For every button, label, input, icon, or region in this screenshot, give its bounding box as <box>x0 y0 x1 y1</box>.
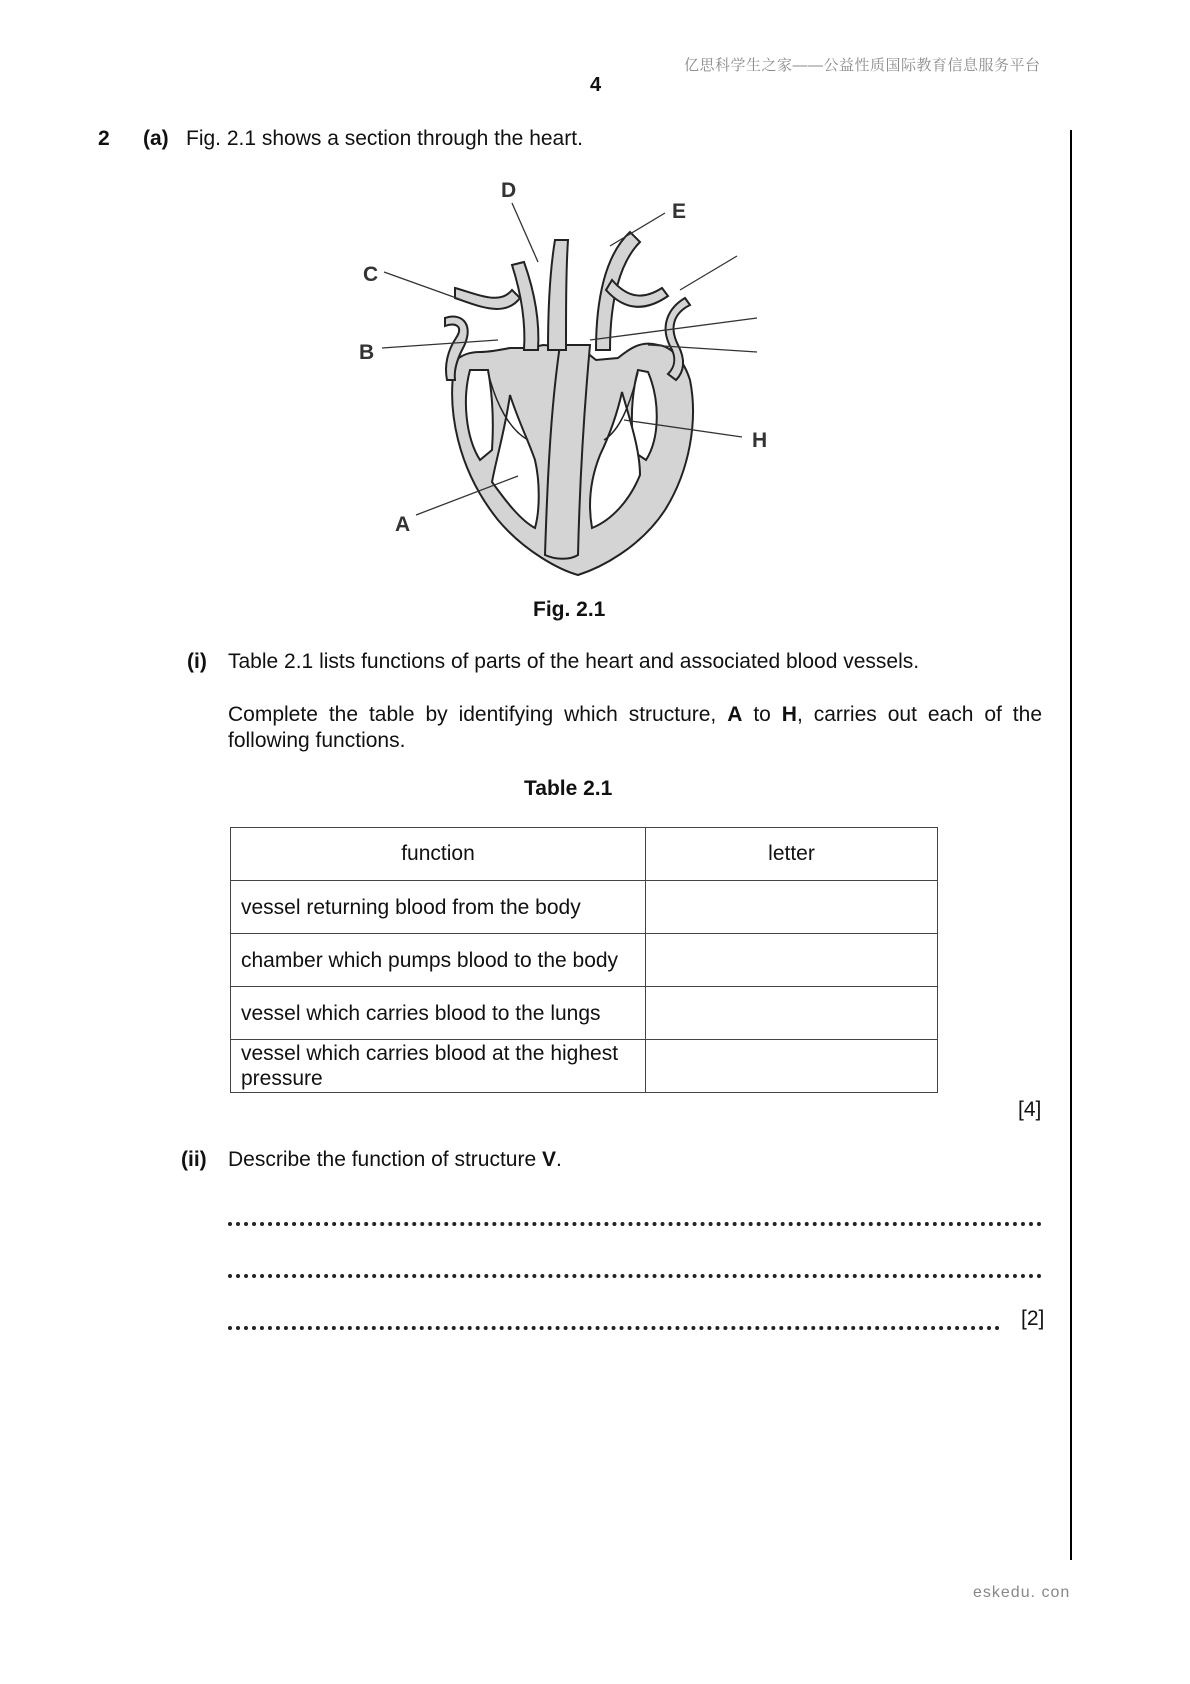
label-e: E <box>672 200 687 223</box>
header-function: function <box>231 828 646 881</box>
instruction-end: , carries out each of the following functions. <box>228 703 1042 752</box>
marks-part-i: [4] <box>1018 1098 1042 1121</box>
table-row <box>231 987 938 1040</box>
left-vessel-upper <box>455 288 520 309</box>
question-number: 2 <box>98 127 110 150</box>
leader-top-right <box>680 256 737 290</box>
page-number: 4 <box>590 74 602 96</box>
label-a: A <box>395 513 411 536</box>
answer-line[interactable] <box>228 1222 1042 1226</box>
part-ii-structure: V <box>542 1148 557 1171</box>
vena-cava <box>512 262 538 350</box>
right-vessel-upper <box>606 280 668 307</box>
heart-diagram <box>340 170 780 590</box>
instruction-to-word: to <box>742 703 782 726</box>
label-b: B <box>359 341 375 364</box>
letter-answer-cell[interactable] <box>646 987 938 1040</box>
part-i-instruction <box>228 702 1042 754</box>
part-ii-label: (ii) <box>181 1148 207 1171</box>
part-ii-text <box>228 1148 562 1172</box>
aorta <box>548 240 568 350</box>
part-i-text: Table 2.1 lists functions of parts of the heart and associated blood vessels. <box>228 650 920 673</box>
header-watermark: 亿思科学生之家——公益性质国际教育信息服务平台 <box>684 57 1041 74</box>
letter-answer-cell[interactable] <box>646 1040 938 1093</box>
answer-line[interactable] <box>228 1274 1042 1278</box>
label-h: H <box>752 429 768 452</box>
table-row <box>231 1040 938 1093</box>
figure-caption: Fig. 2.1 <box>533 598 606 621</box>
answer-table <box>230 827 938 1093</box>
function-cell: vessel returning blood from the body <box>231 881 646 934</box>
label-d: D <box>501 179 517 202</box>
function-cell: vessel which carries blood at the highest pressure <box>231 1040 646 1093</box>
part-i-label: (i) <box>187 650 207 673</box>
part-a-label: (a) <box>143 127 169 150</box>
table-header-row <box>231 828 938 881</box>
instruction-start: Complete the table by identifying which structure, <box>228 703 728 726</box>
label-c: C <box>363 263 379 286</box>
letter-answer-cell[interactable] <box>646 881 938 934</box>
leader-b <box>382 340 498 348</box>
leader-d <box>512 203 538 262</box>
function-cell: vessel which carries blood to the lungs <box>231 987 646 1040</box>
header-letter: letter <box>646 828 938 881</box>
table-row <box>231 934 938 987</box>
table-row <box>231 881 938 934</box>
answer-line[interactable] <box>228 1326 1000 1330</box>
part-ii-text-end: . <box>556 1148 562 1171</box>
margin-rule <box>1070 130 1072 1560</box>
letter-answer-cell[interactable] <box>646 934 938 987</box>
footer-watermark: eskedu. con <box>973 1584 1071 1601</box>
leader-c <box>384 272 462 300</box>
part-ii-text-start: Describe the function of structure <box>228 1148 542 1171</box>
marks-part-ii: [2] <box>1021 1307 1045 1330</box>
question-intro: Fig. 2.1 shows a section through the heart. <box>186 127 583 150</box>
table-caption: Table 2.1 <box>524 777 613 800</box>
function-cell: chamber which pumps blood to the body <box>231 934 646 987</box>
instruction-to: H <box>781 703 797 726</box>
instruction-from: A <box>727 703 743 726</box>
